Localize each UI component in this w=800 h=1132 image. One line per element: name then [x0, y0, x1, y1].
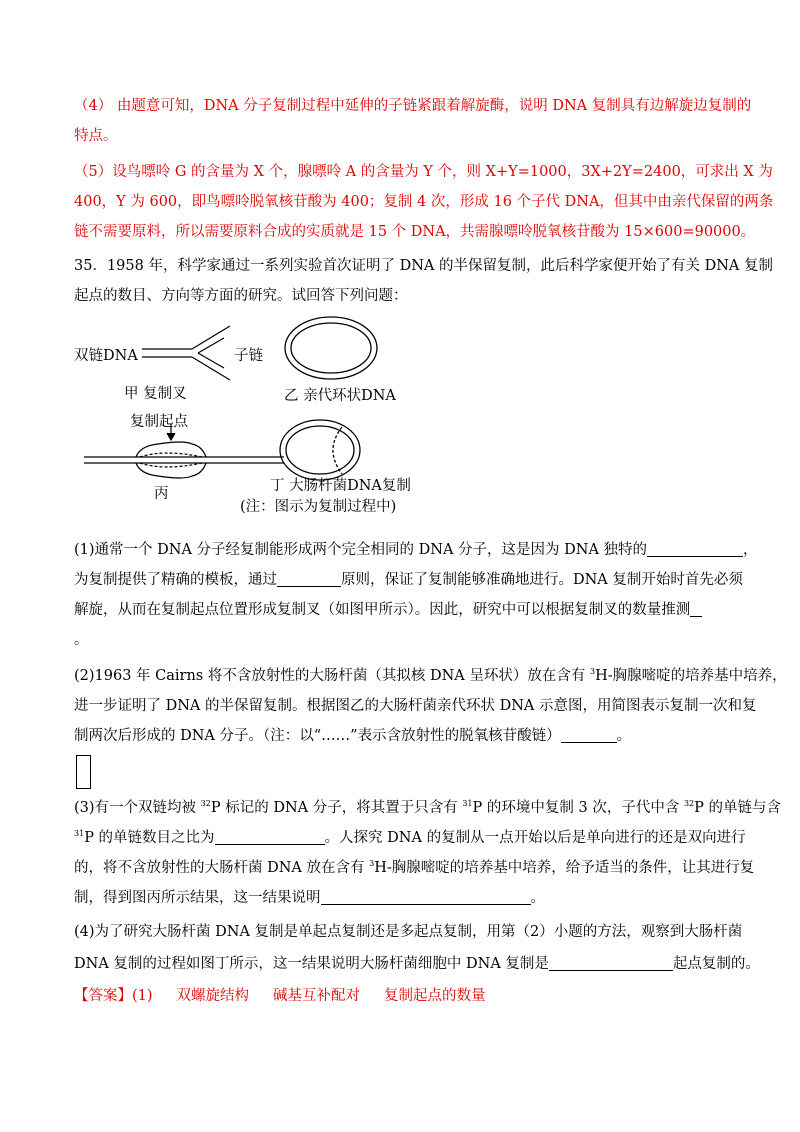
- q3-line1-text-b: P 标记的 DNA 分子，将其置于只含有: [210, 800, 463, 816]
- q1-line2-text-a: 为复制提供了精确的模板，通过: [74, 572, 277, 588]
- replication-bubble-diagram: [84, 424, 284, 478]
- q1-blank-1[interactable]: [647, 542, 743, 557]
- explanation-p4-line2: 特点。: [74, 128, 118, 144]
- q3-line2-text-a: P 的单链数目之比为: [84, 830, 215, 846]
- circular-dna-diagram: [285, 317, 377, 379]
- q4-line2-text-b: 起点复制的。: [672, 956, 760, 972]
- q2-line1-text-b: H-胸腺嘧啶的培养基中培养，: [595, 668, 787, 684]
- q3-sup-31-a: 31: [462, 799, 473, 808]
- explanation-p5-line2: 400，Y 为 600，即鸟嘌呤脱氧核苷酸为 400；复制 4 次，形成 16 个子代 DNA，但其中由亲代保留的两条: [74, 194, 774, 210]
- q1-line1-text: (1)通常一个 DNA 分子经复制能形成两个完全相同的 DNA 分子，这是因为 DNA 独特的: [74, 542, 648, 558]
- label-double-dna: 双链DNA: [74, 348, 138, 364]
- q2-blank[interactable]: [561, 728, 617, 743]
- q3-line4-text: 制，得到图丙所示结果，这一结果说明: [74, 890, 321, 906]
- q3-sup-32: 32: [200, 799, 211, 808]
- q1-line1-end: ，: [743, 542, 758, 558]
- q1-line2-text-b: 原则，保证了复制能够准确地进行。DNA 复制开始时首先必须: [341, 572, 743, 588]
- q3-line1-text-c: P 的环境中复制 3 次，子代中含: [472, 800, 684, 816]
- q2-sup-3: 3: [589, 667, 596, 676]
- answer-line: [74, 986, 510, 1006]
- q4-blank[interactable]: [549, 956, 673, 971]
- q3-line1-text-a: (3)有一个双链均被: [74, 800, 201, 816]
- q3-line3-text-b: H-胸腺嘧啶的培养基中培养，给予适当的条件，让其进行复: [374, 860, 755, 876]
- q3-line3-text-a: 的，将不含放射性的大肠杆菌 DNA 放在含有: [74, 860, 370, 876]
- q35-intro-line2: 起点的数目、方向等方面的研究。试回答下列问题：: [74, 288, 408, 304]
- q1-line4: 。: [74, 632, 89, 648]
- q3-line1: [74, 798, 781, 818]
- q3-blank-2[interactable]: [321, 890, 531, 905]
- q3-line2: [74, 828, 746, 848]
- q3-sup-32-b: 32: [683, 799, 695, 808]
- answer-box: [76, 755, 91, 789]
- q3-sup-3: 3: [369, 859, 375, 868]
- q2-line3: [74, 726, 631, 746]
- label-bing: 丙: [154, 486, 169, 502]
- q1-line3-text: 解旋，从而在复制起点位置形成复制叉（如图甲所示）。因此，研究中可以根据复制叉的数量推测: [74, 602, 691, 618]
- ecoli-replication-diagram: [280, 420, 360, 480]
- q4-line1: (4)为了研究大肠杆菌 DNA 复制是单起点复制还是多起点复制，用第（2）小题的方法，观察到大肠杆菌: [74, 924, 743, 940]
- answer-3: 复制起点的数量: [384, 988, 486, 1004]
- q2-line1-text-a: (2)1963 年 Cairns 将不含放射性的大肠杆菌（其拟核 DNA 呈环状）放在含有: [74, 668, 590, 684]
- label-ding: 丁 大肠杆菌DNA复制: [270, 478, 411, 494]
- q2-line1: [74, 666, 787, 686]
- label-origin: 复制起点: [130, 414, 188, 430]
- label-jia: 甲 复制叉: [124, 386, 187, 402]
- q3-blank-1[interactable]: [215, 830, 325, 845]
- answer-1: 双螺旋结构: [176, 988, 250, 1004]
- answer-label: 【答案】(1): [74, 988, 153, 1004]
- q3-sup-31-b: 31: [74, 829, 85, 838]
- q2-line3-text: 制两次后形成的 DNA 分子。（注：以“……”表示含放射性的脱氧核苷酸链）: [74, 728, 561, 744]
- explanation-p4-line1: （4） 由题意可知，DNA 分子复制过程中延伸的子链紧跟着解旋酶，说明 DNA 复制具有边解旋边复制的: [74, 98, 752, 114]
- replication-fork-diagram: [142, 326, 230, 380]
- dna-replication-figure: [74, 312, 434, 522]
- label-note: (注：图示为复制过程中): [240, 499, 397, 515]
- explanation-p5-line1: （5）设鸟嘌呤 G 的含量为 X 个，腺嘌呤 A 的含量为 Y 个，则 X+Y=1000，3X+2Y=2400，可求出 X 为: [74, 164, 773, 180]
- q35-intro-line1: 35．1958 年，科学家通过一系列实验首次证明了 DNA 的半保留复制，此后科学家便开始了有关 DNA 复制: [74, 258, 773, 274]
- q4-line2: [74, 954, 760, 974]
- q1-blank-2[interactable]: [277, 572, 341, 587]
- q4-line2-text-a: DNA 复制的过程如图丁所示，这一结果说明大肠杆菌细胞中 DNA 复制是: [74, 956, 549, 972]
- label-daughter-strand: 子链: [234, 348, 263, 364]
- q1-line3: [74, 600, 702, 620]
- explanation-p5-line3: 链不需要原料，所以需要原料合成的实质就是 15 个 DNA，共需腺嘌呤脱氧核苷酸为 15×600=90000。: [74, 224, 756, 240]
- q3-line3: [74, 858, 754, 878]
- q2-line2: 进一步证明了 DNA 的半保留复制。根据图乙的大肠杆菌亲代环状 DNA 示意图，用简图表示复制一次和复: [74, 698, 757, 714]
- label-yi: 乙 亲代环状DNA: [284, 388, 396, 404]
- q3-line4: [74, 888, 545, 908]
- answer-2: 碱基互补配对: [273, 988, 361, 1004]
- q1-blank-3[interactable]: [690, 602, 702, 617]
- q1-line1: [74, 540, 758, 560]
- q3-line1-text-d: P 的单链与含: [694, 800, 781, 816]
- q2-line3-end: 。: [616, 728, 632, 744]
- q1-line2: [74, 570, 743, 590]
- q3-line2-text-b: 。人探究 DNA 的复制从一点开始以后是单向进行的还是双向进行: [324, 830, 746, 846]
- q3-line4-end: 。: [530, 890, 545, 906]
